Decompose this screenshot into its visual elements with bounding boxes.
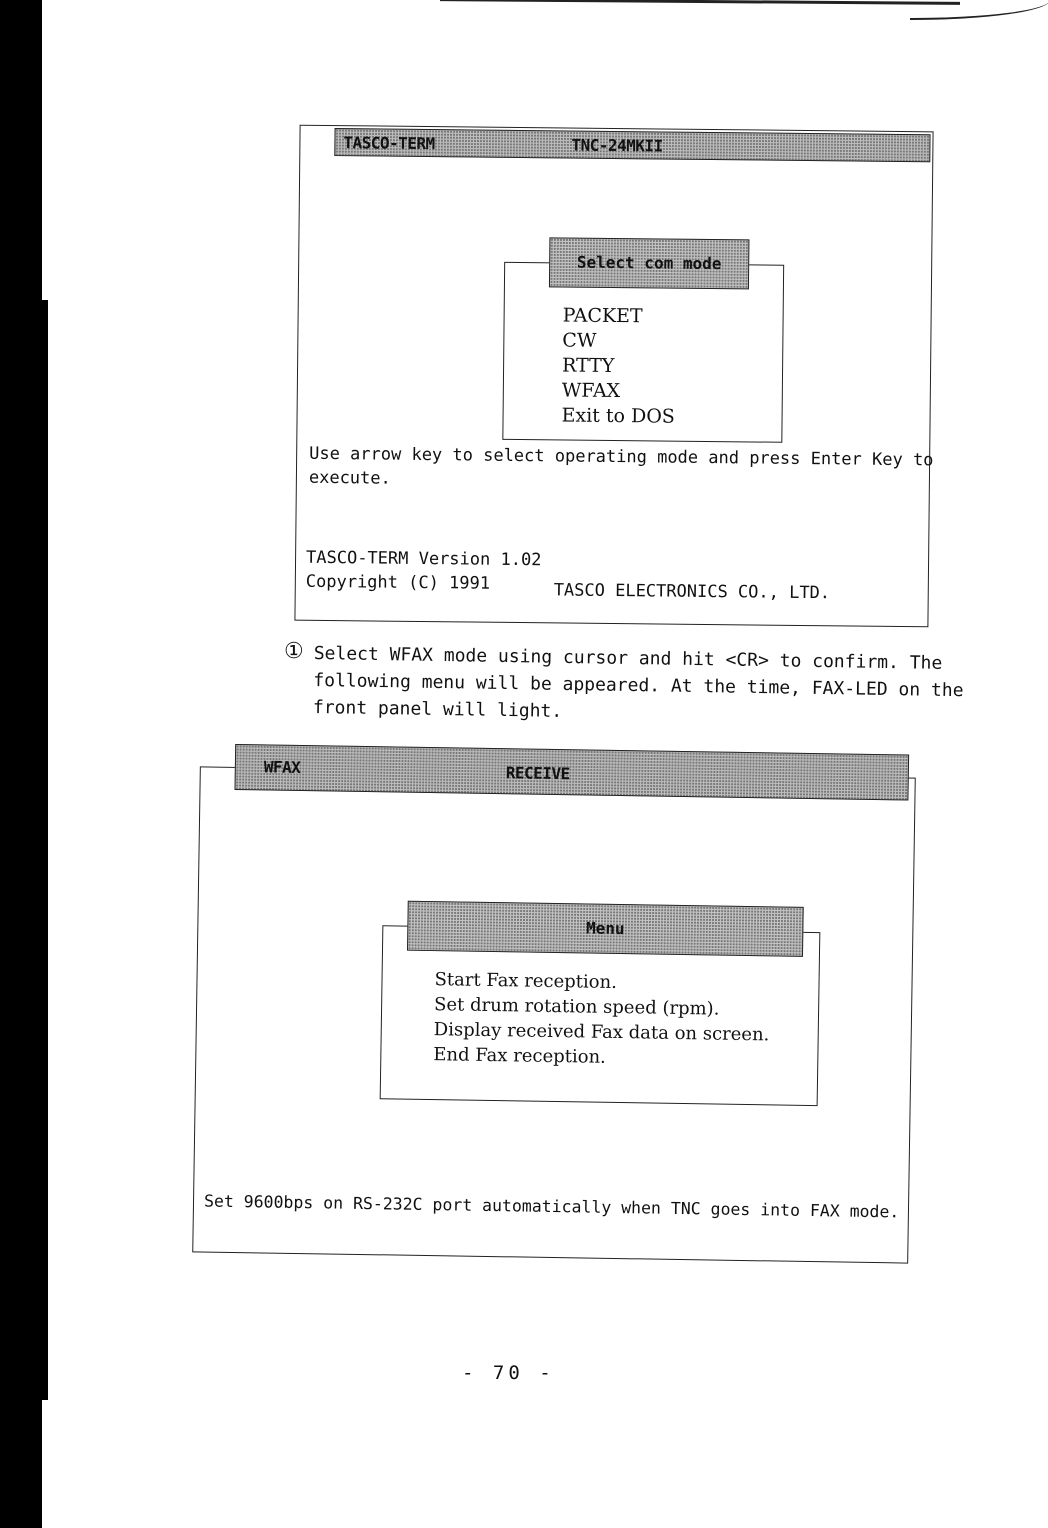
scan-top-curve <box>910 0 1048 20</box>
menu-item-set-drum-speed[interactable]: Set drum rotation speed (rpm). <box>433 994 720 1020</box>
wfax-receive-screen <box>192 757 916 1263</box>
com-mode-menu <box>502 252 784 443</box>
com-mode-list <box>561 303 676 429</box>
fax-menu <box>380 918 821 1106</box>
menu-item-exit-to-dos[interactable]: Exit to DOS <box>561 404 675 428</box>
titlebar-device-name: TNC-24MKII <box>571 135 663 156</box>
company-text: TASCO ELECTRONICS CO., LTD. <box>553 580 831 604</box>
page-number: - 70 - <box>462 1362 555 1384</box>
menu-item-rtty[interactable]: RTTY <box>561 354 615 378</box>
step-line-3: front panel will light. <box>312 696 563 722</box>
menu-item-start-fax[interactable]: Start Fax reception. <box>434 969 618 993</box>
instruction-line-2: execute. <box>308 467 391 489</box>
tasco-term-titlebar <box>334 128 930 162</box>
menu-item-wfax[interactable]: WFAX <box>561 379 621 403</box>
menu-item-packet[interactable]: PACKET <box>562 304 643 328</box>
titlebar-function-name: RECEIVE <box>505 763 570 784</box>
instruction-line-1: Use arrow key to select operating mode and press Enter Key to <box>309 443 934 471</box>
wfax-titlebar <box>234 744 909 801</box>
scan-binding-edge-inner <box>38 300 48 1400</box>
scan-binding-edge <box>0 0 42 1528</box>
fax-menu-list <box>433 967 770 1072</box>
step-line-1: Select WFAX mode using cursor and hit <CR> to confirm. The <box>313 642 943 674</box>
menu-item-cw[interactable]: CW <box>562 329 597 352</box>
step-line-2: following menu will be appeared. At the time, FAX-LED on the <box>313 669 964 702</box>
com-mode-menu-title: Select com mode <box>549 237 750 289</box>
step-marker: ① <box>284 639 304 664</box>
menu-item-end-fax[interactable]: End Fax reception. <box>433 1044 607 1068</box>
titlebar-app-name: TASCO-TERM <box>343 133 435 154</box>
step-instruction <box>313 640 964 731</box>
copyright-text: Copyright (C) 1991 <box>305 571 491 594</box>
version-text: TASCO-TERM Version 1.02 <box>305 547 542 571</box>
titlebar-mode-name: WFAX <box>263 757 301 777</box>
rs232-note: Set 9600bps on RS-232C port automatically when TNC goes into FAX mode. <box>203 1191 900 1222</box>
scan-top-line <box>440 0 960 5</box>
menu-item-display-fax-data[interactable]: Display received Fax data on screen. <box>433 1019 770 1046</box>
fax-menu-title: Menu <box>407 901 804 957</box>
tasco-term-screen <box>294 125 933 628</box>
